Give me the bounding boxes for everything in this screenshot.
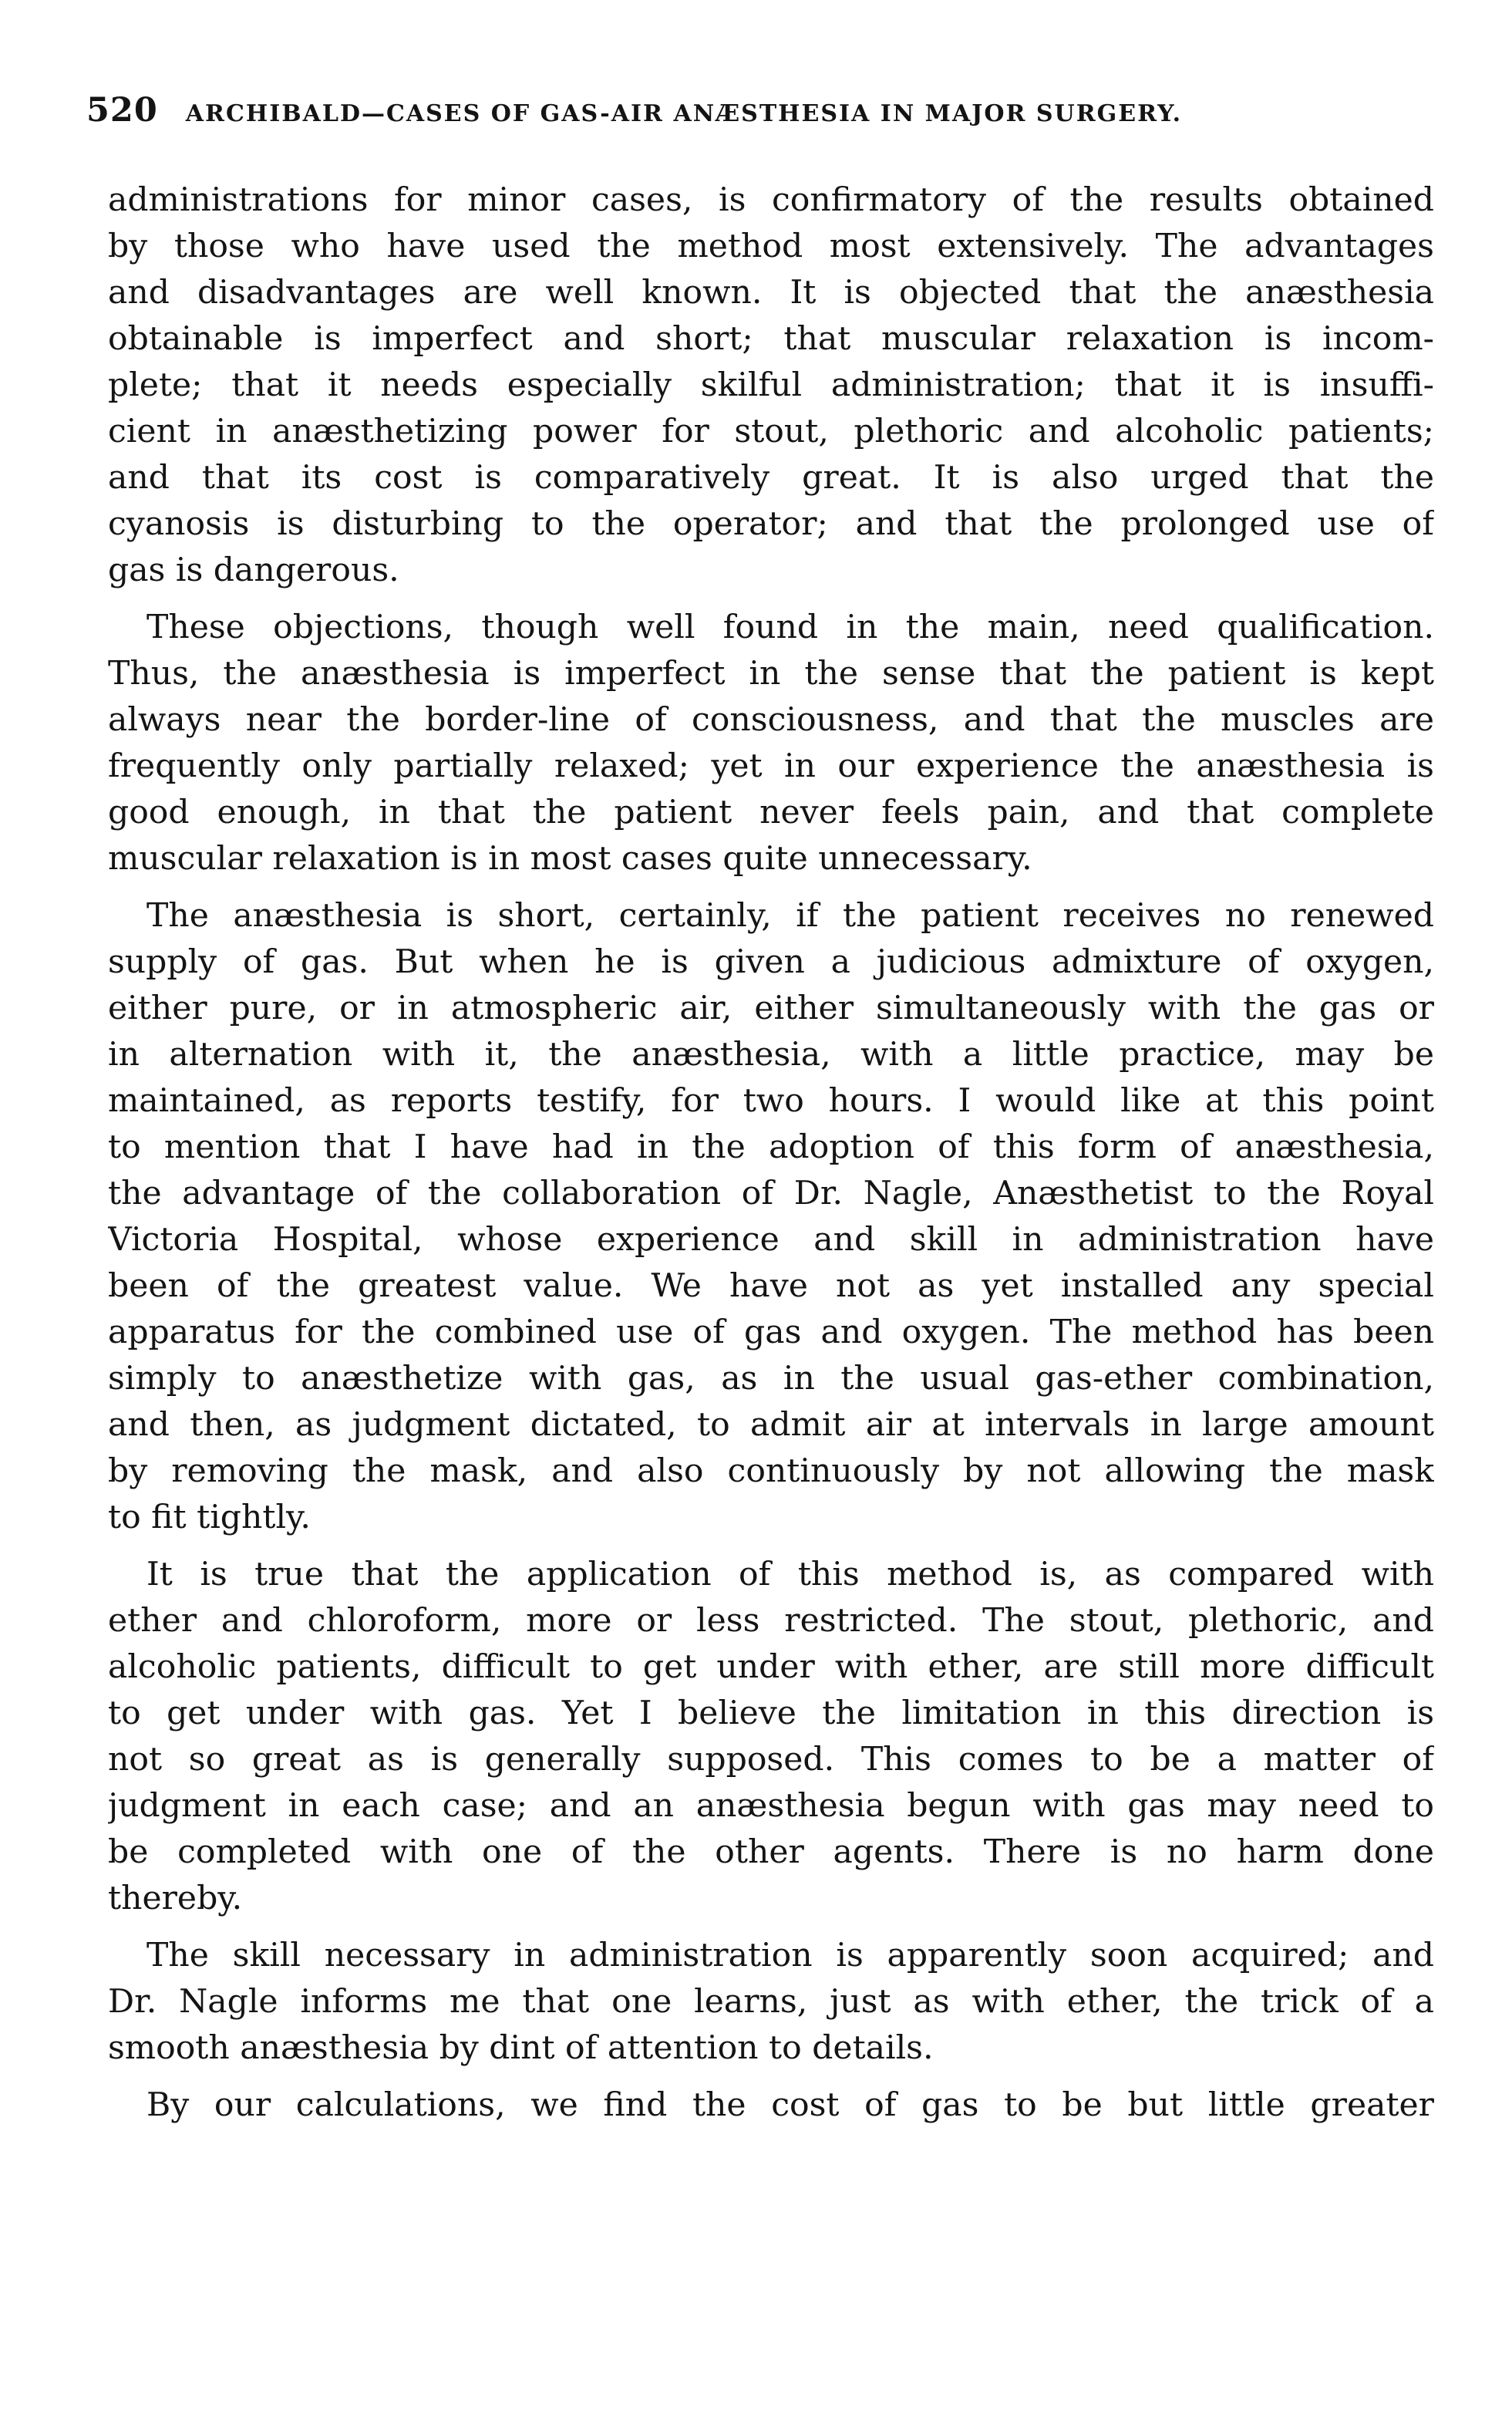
text-line: plete; that it needs especially skilful administration; that it is insuffi-: [108, 366, 1434, 404]
text-line: The skill necessary in administration is apparently soon acquired; and: [146, 1937, 1434, 1974]
text-line: cient in anæsthetizing power for stout, plethoric and alcoholic patients;: [108, 413, 1434, 450]
text-line: Dr. Nagle informs me that one learns, just as with ether, the trick of a: [108, 1983, 1434, 2021]
running-header: [86, 91, 1436, 140]
paragraph: [108, 893, 1434, 1541]
text-line: obtainable is imperfect and short; that muscular relaxation is incom-: [108, 320, 1434, 358]
text-line: to mention that I have had in the adoption of this form of anæsthesia,: [108, 1128, 1434, 1166]
text-line: The anæsthesia is short, certainly, if the patient receives no renewed: [146, 897, 1434, 935]
text-line: Victoria Hospital, whose experience and skill in administration have: [108, 1221, 1434, 1259]
text-line: gas is dangerous.: [108, 551, 399, 589]
text-line: by removing the mask, and also continuously by not allowing the mask: [108, 1452, 1434, 1490]
text-line: and then, as judgment dictated, to admit air at intervals in large amount: [108, 1406, 1434, 1444]
text-line: apparatus for the combined use of gas and oxygen. The method has been: [108, 1313, 1434, 1351]
text-line: muscular relaxation is in most cases quite unnecessary.: [108, 840, 1032, 878]
paragraph: [108, 605, 1434, 882]
text-line: either pure, or in atmospheric air, either simultaneously with the gas or: [108, 990, 1434, 1027]
text-line: be completed with one of the other agents. There is no harm done: [108, 1833, 1434, 1871]
text-line: It is true that the application of this method is, as compared with: [146, 1556, 1434, 1593]
paragraph: [108, 2082, 1434, 2129]
text-line: to fit tightly.: [108, 1499, 311, 1536]
body-text: [108, 177, 1434, 2139]
text-line: maintained, as reports testify, for two hours. I would like at this point: [108, 1082, 1434, 1120]
text-line: supply of gas. But when he is given a judicious admixture of oxygen,: [108, 943, 1434, 981]
text-line: ether and chloroform, more or less restricted. The stout, plethoric, and: [108, 1602, 1434, 1640]
paragraph: [108, 1552, 1434, 1922]
text-line: and disadvantages are well known. It is objected that the anæsthesia: [108, 274, 1434, 312]
text-line: simply to anæsthetize with gas, as in the usual gas-ether combination,: [108, 1360, 1434, 1398]
text-line: Thus, the anæsthesia is imperfect in the sense that the patient is kept: [108, 655, 1434, 693]
text-line: administrations for minor cases, is confirmatory of the results obtained: [108, 181, 1434, 219]
text-line: alcoholic patients, difficult to get under with ether, are still more difficult: [108, 1648, 1434, 1686]
text-line: thereby.: [108, 1880, 243, 1917]
text-line: not so great as is generally supposed. This comes to be a matter of: [108, 1741, 1434, 1779]
text-line: to get under with gas. Yet I believe the limitation in this direction is: [108, 1694, 1434, 1732]
paragraph: [108, 1933, 1434, 2072]
text-line: judgment in each case; and an anæsthesia begun with gas may need to: [108, 1787, 1434, 1825]
text-line: good enough, in that the patient never feels pain, and that complete: [108, 794, 1434, 831]
text-line: By our calculations, we find the cost of gas to be but little greater: [146, 2086, 1434, 2124]
text-line: in alternation with it, the anæsthesia, with a little practice, may be: [108, 1036, 1434, 1074]
text-line: the advantage of the collaboration of Dr. Nagle, Anæsthetist to the Royal: [108, 1175, 1434, 1212]
text-line: always near the border-line of consciousness, and that the muscles are: [108, 701, 1434, 739]
text-line: by those who have used the method most extensively. The advantages: [108, 228, 1434, 265]
page-number: 520: [86, 91, 158, 130]
text-line: frequently only partially relaxed; yet in our experience the anæsthesia is: [108, 747, 1434, 785]
text-line: and that its cost is comparatively great. It is also urged that the: [108, 459, 1434, 497]
text-line: smooth anæsthesia by dint of attention to details.: [108, 2029, 934, 2067]
text-line: been of the greatest value. We have not as yet installed any special: [108, 1267, 1434, 1305]
running-title: ARCHIBALD—CASES OF GAS-AIR ANÆSTHESIA IN MAJOR SURGERY.: [185, 100, 1183, 127]
paragraph: [108, 177, 1434, 594]
text-line: cyanosis is disturbing to the operator; and that the prolonged use of: [108, 505, 1434, 543]
text-line: These objections, though well found in the main, need qualification.: [146, 609, 1434, 646]
